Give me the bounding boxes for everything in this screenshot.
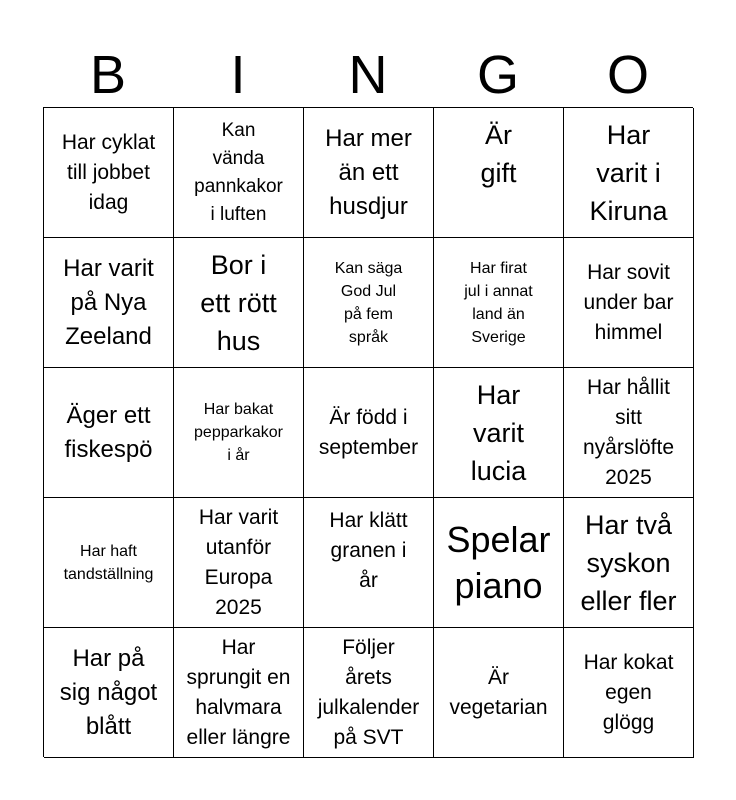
bingo-cell[interactable] [174,628,304,758]
cell-text: Är född i september [318,405,419,459]
bingo-cell[interactable] [434,628,564,758]
header-letter-g: G [476,45,519,105]
bingo-cell[interactable] [434,108,564,238]
cell-text: Är vegetarian [449,665,548,719]
bingo-cell[interactable] [304,108,434,238]
header-letter-o: O [606,45,649,105]
cell-text: Följer årets julkalender på SVT [317,635,420,749]
bingo-board [43,107,693,757]
bingo-cell[interactable] [174,498,304,628]
bingo-cell[interactable] [304,238,434,368]
cell-text: Har varit lucia [470,379,527,486]
bingo-cell[interactable] [304,498,434,628]
bingo-cell[interactable] [564,628,694,758]
cell-text: Har sovit under bar himmel [583,260,674,344]
bingo-cell[interactable] [174,238,304,368]
cell-text: Har hållit sitt nyårslöfte 2025 [582,375,675,489]
cell-text: Kan vända pannkakor i luften [194,119,283,225]
bingo-cell[interactable] [44,238,174,368]
header-letter-b: B [89,45,127,105]
bingo-cell[interactable] [564,498,694,628]
bingo-cell[interactable] [44,108,174,238]
cell-text: Har sprungit en halvmara eller längre [186,635,291,749]
cell-text: Har haft tandställning [63,542,154,583]
cell-text: Har kokat egen glögg [583,650,674,734]
cell-text: Har två syskon eller fler [580,509,677,616]
cell-text: Har firat jul i annat land än Sverige [464,259,533,346]
bingo-cell[interactable] [174,368,304,498]
cell-text: Har på sig något blått [59,644,158,740]
cell-text: Har varit på Nya Zeeland [63,254,154,350]
bingo-cell[interactable] [434,238,564,368]
bingo-cell[interactable] [174,108,304,238]
bingo-cell[interactable] [44,498,174,628]
bingo-cell[interactable] [434,498,564,628]
cell-text: Har mer än ett husdjur [325,124,412,220]
cell-text: Spelar piano [446,518,551,606]
cell-text: Kan säga God Jul på fem språk [334,259,403,346]
cell-text: Har varit utanför Europa 2025 [198,505,279,619]
cell-text: Har bakat pepparkakor i år [194,401,283,464]
cell-text: Har varit i Kiruna [589,119,668,226]
cell-text: Har cyklat till jobbet idag [61,130,156,214]
header-letter-i: I [230,45,246,105]
cell-text: Har klätt granen i år [329,509,408,592]
bingo-header [43,42,693,108]
header-letter-n: N [348,45,388,105]
bingo-cell[interactable] [564,368,694,498]
bingo-cell[interactable] [564,108,694,238]
bingo-cell[interactable] [44,368,174,498]
bingo-cell[interactable] [304,368,434,498]
cell-text: Bor i ett rött hus [200,249,277,356]
bingo-cell[interactable] [304,628,434,758]
cell-text: Äger ett fiskespö [64,401,153,463]
cell-text: Är gift [480,120,517,188]
bingo-cell[interactable] [564,238,694,368]
bingo-cell[interactable] [434,368,564,498]
bingo-cell[interactable] [44,628,174,758]
